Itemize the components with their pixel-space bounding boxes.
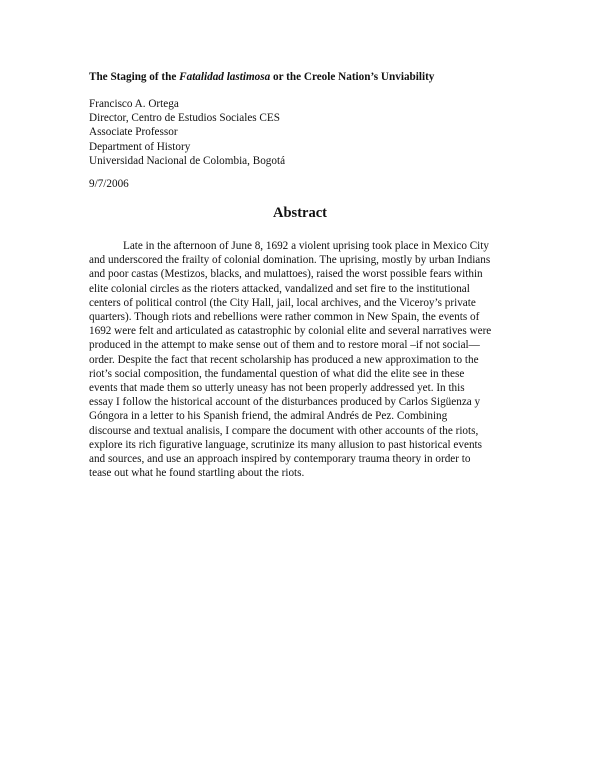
abstract-line: elite colonial circles as the rioters attacked, vandalized and set fire to the institutional: [89, 282, 470, 295]
document-title: [89, 70, 529, 84]
abstract-line: Góngora in a letter to his Spanish friend, the admiral Andrés de Pez. Combining: [89, 410, 448, 423]
abstract-line: discourse and textual analisis, I compare the document with other accounts of the riots,: [89, 424, 479, 437]
abstract-line: riot’s social composition, the fundamental question of what did the elite see in these: [89, 367, 465, 380]
author-block: [89, 97, 509, 168]
title-suffix: or the Creole Nation’s Unviability: [270, 71, 435, 83]
author-name: Francisco A. Ortega: [89, 98, 179, 110]
abstract-heading: Abstract: [273, 205, 327, 221]
abstract-line: centers of political control (the City Hall, jail, local archives, and the Viceroy’s private: [89, 296, 476, 309]
abstract-body: [89, 239, 519, 480]
abstract-line: and underscored the frailty of colonial domination. The uprising, mostly by urban Indians: [89, 254, 491, 267]
abstract-line: essay I follow the historical account of the disturbances produced by Carlos Sigüenza y: [89, 396, 481, 409]
abstract-line: tease out what he found startling about the riots.: [89, 467, 305, 480]
abstract-line: events that made them so utterly uneasy has not been properly addressed yet. In this: [89, 382, 465, 395]
document-date: 9/7/2006: [89, 178, 129, 190]
author-university: Universidad Nacional de Colombia, Bogotá: [89, 154, 286, 167]
abstract-line: produced in the attempt to make sense out of them and to restore moral –if not social—: [89, 339, 480, 352]
abstract-line: and sources, and use an approach inspired by contemporary trauma theory in order to: [89, 453, 471, 466]
author-position: Director, Centro de Estudios Sociales CES: [89, 112, 280, 125]
abstract-line: Late in the afternoon of June 8, 1692 a violent uprising took place in Mexico City: [123, 240, 489, 252]
author-rank: Associate Professor: [89, 126, 178, 139]
abstract-line: 1692 were felt and articulated as catastrophic by colonial elite and several narratives were: [89, 325, 492, 338]
abstract-line: quarters). Though riots and rebellions were rather common in New Spain, the events of: [89, 311, 480, 324]
title-prefix: The Staging of the: [89, 71, 180, 83]
abstract-line: and poor castas (Mestizos, blacks, and mulattoes), raised the worst possible fears within: [89, 268, 483, 281]
title-italic: Fatalidad lastimosa: [179, 71, 271, 83]
abstract-line: order. Despite the fact that recent scholarship has produced a new approximation to the: [89, 353, 479, 366]
abstract-line: explore its rich figurative language, scrutinize its many allusion to past historical events: [89, 438, 483, 451]
author-department: Department of History: [89, 140, 191, 153]
